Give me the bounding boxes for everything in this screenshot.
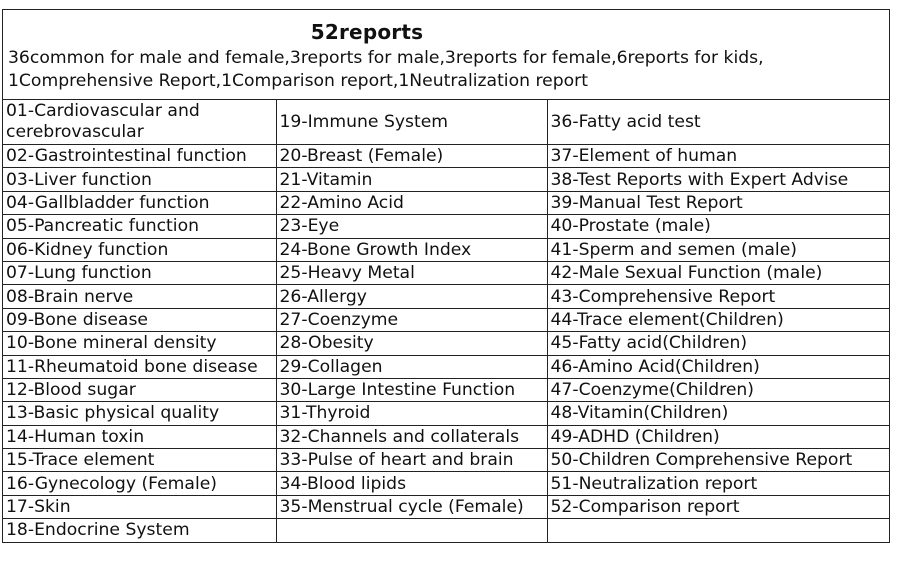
report-cell: 13-Basic physical quality	[3, 402, 276, 425]
table-row	[3, 402, 889, 425]
report-cell: 25-Heavy Metal	[276, 261, 547, 284]
reports-table-body	[3, 100, 889, 542]
table-row	[3, 145, 889, 168]
report-cell: 45-Fatty acid(Children)	[547, 332, 889, 355]
report-cell: 24-Bone Growth Index	[276, 238, 547, 261]
report-cell: 43-Comprehensive Report	[547, 285, 889, 308]
report-cell: 01-Cardiovascular and cerebrovascular	[3, 100, 276, 145]
report-cell: 40-Prostate (male)	[547, 215, 889, 238]
reports-table	[3, 100, 889, 542]
table-row	[3, 425, 889, 448]
table-row	[3, 100, 889, 145]
report-cell: 16-Gynecology (Female)	[3, 472, 276, 495]
report-cell: 29-Collagen	[276, 355, 547, 378]
report-cell: 41-Sperm and semen (male)	[547, 238, 889, 261]
report-cell: 30-Large Intestine Function	[276, 378, 547, 401]
report-cell: 02-Gastrointestinal function	[3, 145, 276, 168]
table-row	[3, 308, 889, 331]
reports-sheet	[2, 9, 890, 543]
report-cell: 06-Kidney function	[3, 238, 276, 261]
report-cell: 19-Immune System	[276, 100, 547, 145]
report-cell: 51-Neutralization report	[547, 472, 889, 495]
report-cell: 39-Manual Test Report	[547, 191, 889, 214]
report-cell: 35-Menstrual cycle (Female)	[276, 495, 547, 518]
report-cell: 12-Blood sugar	[3, 378, 276, 401]
table-row	[3, 355, 889, 378]
page-subtitle: 36common for male and female,3reports for male,3reports for female,6reports for kids, 1Comprehensive Report,1Comparison report,1Neutralization report	[8, 48, 764, 91]
report-cell: 15-Trace element	[3, 449, 276, 472]
report-cell: 48-Vitamin(Children)	[547, 402, 889, 425]
report-cell: 14-Human toxin	[3, 425, 276, 448]
report-cell: 03-Liver function	[3, 168, 276, 191]
page-title: 52reports	[310, 20, 424, 44]
report-cell: 52-Comparison report	[547, 495, 889, 518]
report-cell: 27-Coenzyme	[276, 308, 547, 331]
report-cell: 18-Endocrine System	[3, 519, 276, 542]
report-cell: 28-Obesity	[276, 332, 547, 355]
report-cell: 33-Pulse of heart and brain	[276, 449, 547, 472]
report-cell: 37-Element of human	[547, 145, 889, 168]
report-cell: 04-Gallbladder function	[3, 191, 276, 214]
report-cell: 21-Vitamin	[276, 168, 547, 191]
table-row	[3, 332, 889, 355]
report-cell: 46-Amino Acid(Children)	[547, 355, 889, 378]
table-row	[3, 495, 889, 518]
report-cell	[276, 519, 547, 542]
report-cell: 42-Male Sexual Function (male)	[547, 261, 889, 284]
report-cell: 34-Blood lipids	[276, 472, 547, 495]
table-row	[3, 191, 889, 214]
report-cell: 49-ADHD (Children)	[547, 425, 889, 448]
table-row	[3, 285, 889, 308]
report-cell: 36-Fatty acid test	[547, 100, 889, 145]
table-row	[3, 168, 889, 191]
report-cell: 47-Coenzyme(Children)	[547, 378, 889, 401]
table-row	[3, 519, 889, 542]
table-row	[3, 449, 889, 472]
report-cell: 10-Bone mineral density	[3, 332, 276, 355]
report-cell: 31-Thyroid	[276, 402, 547, 425]
table-row	[3, 238, 889, 261]
report-cell	[547, 519, 889, 542]
table-row	[3, 261, 889, 284]
report-cell: 32-Channels and collaterals	[276, 425, 547, 448]
report-cell: 11-Rheumatoid bone disease	[3, 355, 276, 378]
report-cell: 38-Test Reports with Expert Advise	[547, 168, 889, 191]
table-row	[3, 215, 889, 238]
table-row	[3, 472, 889, 495]
report-cell: 20-Breast (Female)	[276, 145, 547, 168]
report-cell: 22-Amino Acid	[276, 191, 547, 214]
report-cell: 26-Allergy	[276, 285, 547, 308]
sheet-header	[3, 10, 889, 100]
report-cell: 07-Lung function	[3, 261, 276, 284]
report-cell: 08-Brain nerve	[3, 285, 276, 308]
report-cell: 23-Eye	[276, 215, 547, 238]
report-cell: 44-Trace element(Children)	[547, 308, 889, 331]
report-cell: 09-Bone disease	[3, 308, 276, 331]
table-row	[3, 378, 889, 401]
report-cell: 17-Skin	[3, 495, 276, 518]
report-cell: 05-Pancreatic function	[3, 215, 276, 238]
report-cell: 50-Children Comprehensive Report	[547, 449, 889, 472]
